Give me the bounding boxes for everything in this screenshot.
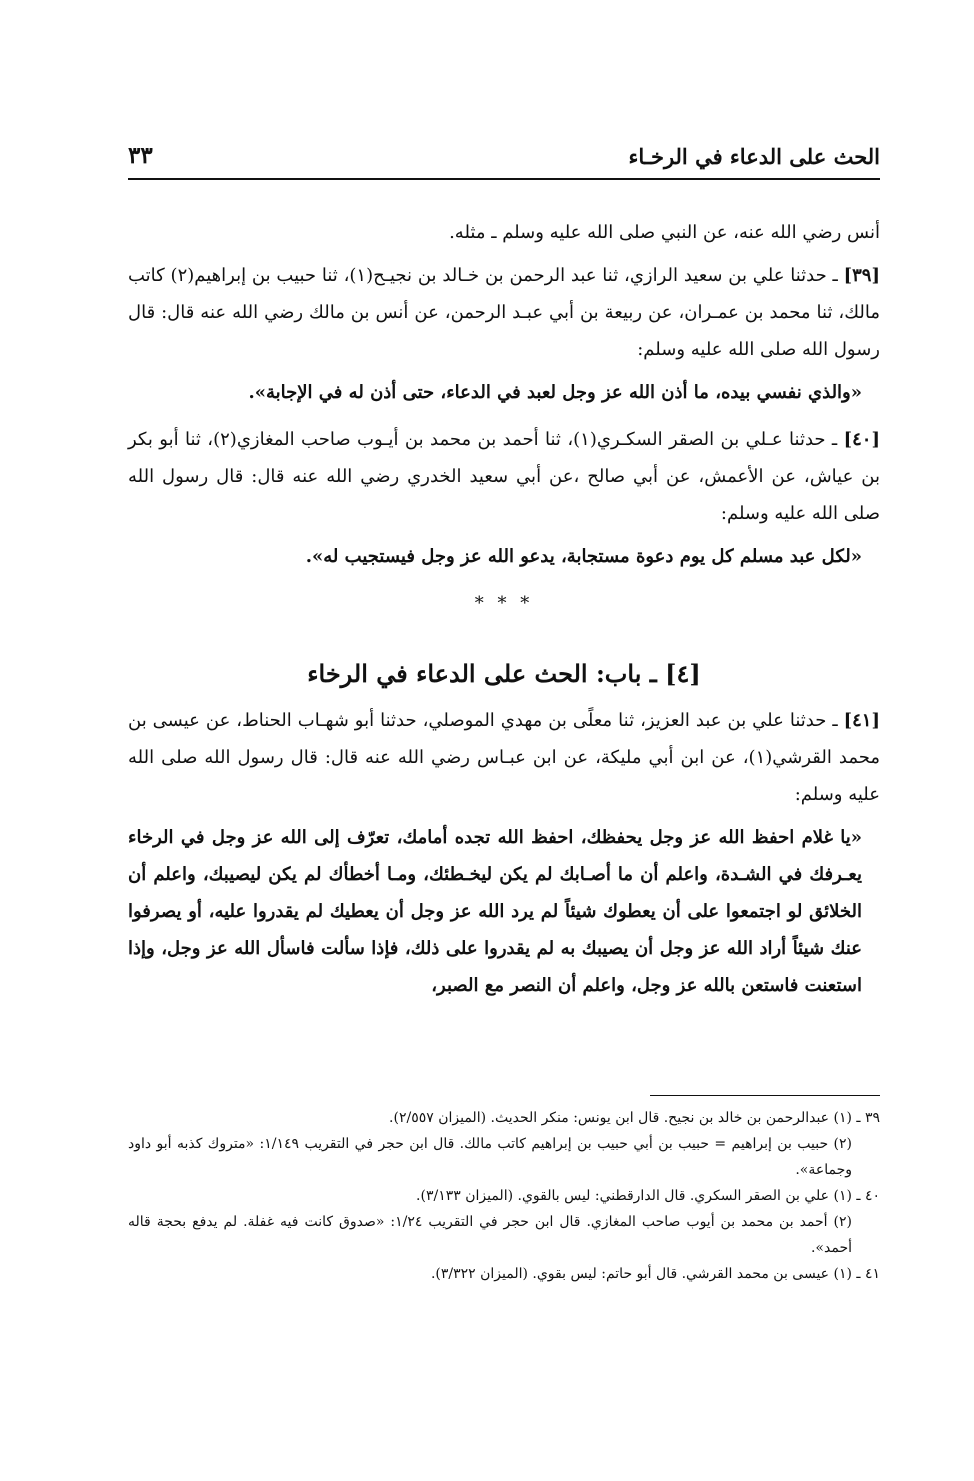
hadith-chain: ـ حدثنا عـلي بن الصقر السكـري(١)، ثنا أحمد بن محمد بن أيـوب صاحب المغازي(٢)، ثنا أبو بكر بن عياش، عن الأعمش، عن أبي صالح ،عن أبي سعيد الخدري رضي الله عنه قال: قال رسول الله صلى الله عليه وسلم:: [128, 429, 880, 524]
hadith-number: [٤٠]: [843, 429, 880, 450]
footnote-39-1: ٣٩ ـ (١) عبدالرحمن بن خالد بن نجيح. قال ابن يونس: منكر الحديث. (الميزان ٢/٥٥٧).: [389, 1110, 880, 1126]
hadith-39-text: «والذي نفسي بيده، ما أذن الله عز وجل لعبد في الدعاء، حتى أذن له في الإجابة».: [248, 382, 862, 403]
section-divider: * * *: [474, 593, 534, 614]
footnote-separator: [650, 1095, 880, 1096]
running-title: الحث على الدعاء في الرخـاء: [628, 144, 880, 169]
page-header: [128, 140, 880, 180]
chapter-heading: [٤] ـ باب: الحث على الدعاء في الرخاء: [307, 659, 701, 688]
hadith-40: [128, 421, 880, 532]
hadith-41-text: «يا غلام احفظ الله عز وجل يحفظك، احفظ الله تجده أمامك، تعرّف إلى الله عز وجل في الرخاء يعـرفك في الشـدة، واعلم أن ما أصـابك لم يكن ليخـطئك، ومـا أخطأك لم يكن ليصيبك، واعلم أن الخلائق لو اجتمعوا على أن يعطوك شيئاً لم يرد الله عز وجل أن يعطيك لم يقدروا عليه، أو يصرفوا عنك شيئاً أراد الله عز وجل أن يصيبك به لم يقدروا على ذلك، فإذا سألت فاسأل الله عز وجل، وإذا استعنت فاستعن بالله عز وجل، واعلم أن النصر مع الصبر،: [128, 827, 862, 996]
footnote-40-2: (٢) أحمد بن محمد بن أيوب صاحب المغازي. قال ابن حجر في التقريب ١/٢٤: «صدوق كانت فيه غفلة. لم يدفع بحجة قاله أحمد».: [128, 1214, 852, 1256]
hadith-chain: ـ حدثنا علي بن سعيد الرازي، ثنا عبد الرحمن بن خـالد بن نجيـح(١)، ثنا حبيب بن إبراهيم(٢) كاتب مالك، ثنا محمد بن عمـران، عن ربيعة بن أبي عبـد الرحمن، عن أنس بن مالك رضي الله عنه قال: قال رسول الله صلى الله عليه وسلم:: [128, 265, 880, 360]
hadith-chain: ـ حدثنا علي بن عبد العزيز، ثنا معلًى بن مهدي الموصلي، حدثنا أبو شهـاب الحناط، عن عيسى بن محمد القرشي(١)، عن ابن أبي مليكة، عن ابن عبـاس رضي الله عنه قال: قال رسول الله صلى الله عليه وسلم:: [128, 710, 881, 805]
hadith-number: [٤١]: [843, 710, 880, 731]
footnote-39-2: (٢) حبيب بن إبراهيم = حبيب بن أبي حبيب بن إبراهيم كاتب مالك. قال ابن حجر في التقريب ١/١٤٩: «متروك كذبه أبو داود وجماعة».: [128, 1136, 852, 1178]
paragraph-continuation: أنس رضي الله عنه، عن النبي صلى الله عليه وسلم ـ مثله.: [449, 222, 880, 243]
footnote-41-1: ٤١ ـ (١) عيسى بن محمد القرشي. قال أبو حاتم: ليس بقوي. (الميزان ٣/٣٢٢).: [430, 1266, 880, 1282]
hadith-40-text: «لكل عبد مسلم كل يوم دعوة مستجابة، يدعو الله عز وجل فيستجيب له».: [305, 546, 862, 567]
hadith-number: [٣٩]: [843, 265, 881, 286]
hadith-41: [128, 702, 880, 813]
hadith-39: [128, 257, 880, 368]
page-number: ٣٣: [128, 142, 153, 169]
footnotes: [128, 1105, 880, 1287]
footnote-40-1: ٤٠ ـ (١) علي بن الصقر السكري. قال الدارقطني: ليس بالقوي. (الميزان ٣/١٣٣).: [416, 1188, 880, 1204]
main-text: [128, 214, 880, 1014]
